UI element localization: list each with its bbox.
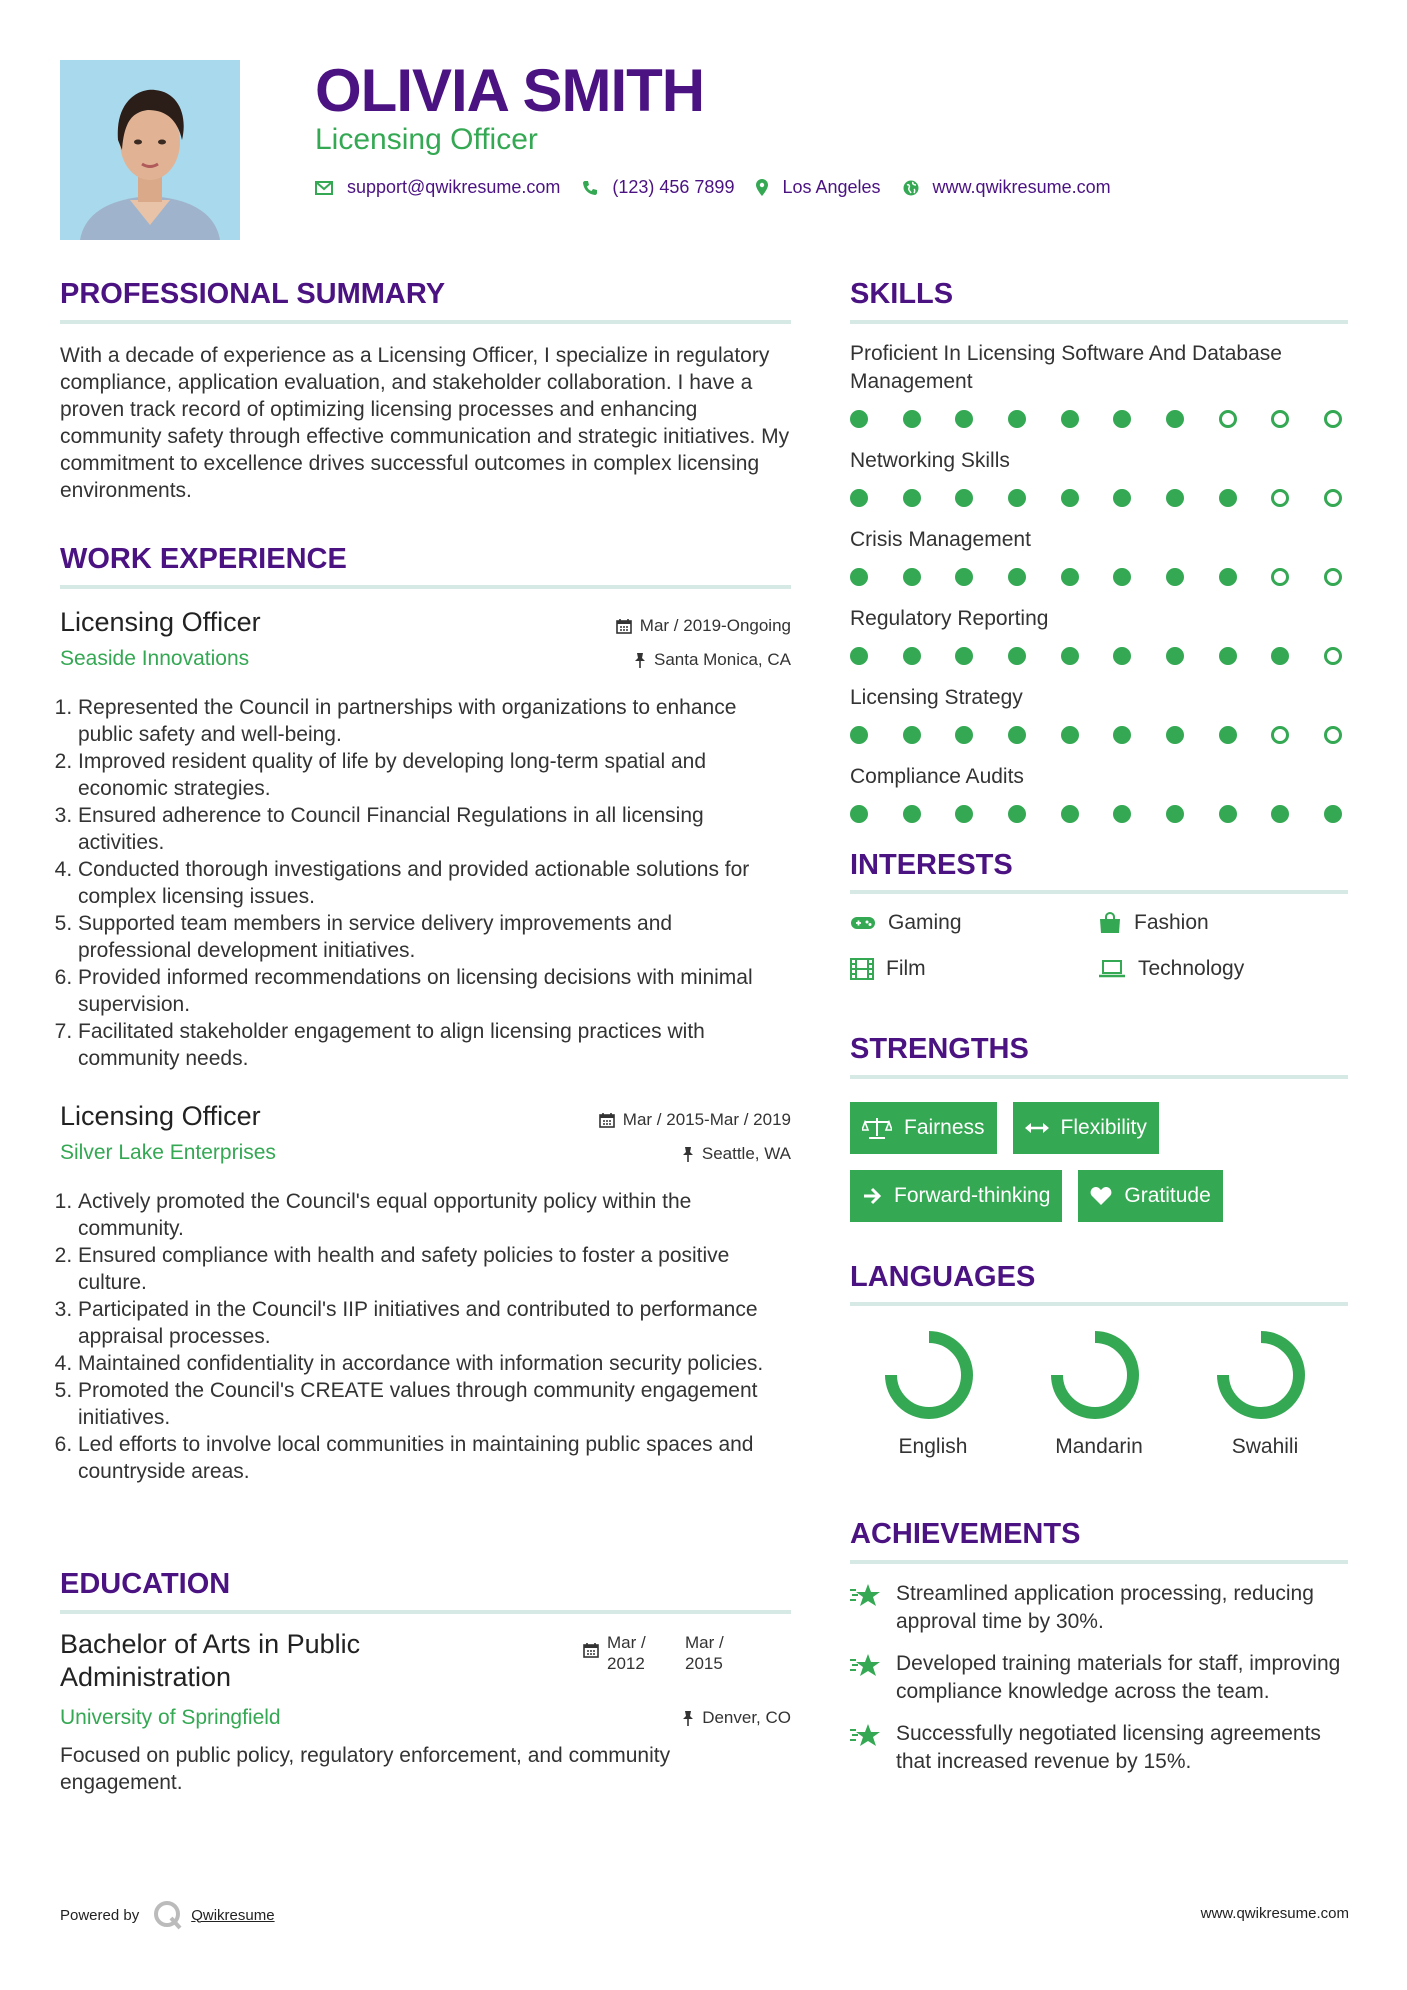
interests-divider bbox=[850, 890, 1348, 894]
skill-item bbox=[850, 684, 1350, 744]
skill-dot-filled bbox=[1113, 489, 1131, 507]
skill-dot-filled bbox=[1219, 805, 1237, 823]
star-award-icon bbox=[850, 1582, 882, 1610]
skill-dot-empty bbox=[1219, 410, 1237, 428]
education-location bbox=[682, 1708, 791, 1728]
pushpin-icon bbox=[682, 1710, 694, 1726]
strengths-heading: STRENGTHS bbox=[850, 1033, 1029, 1065]
contact-website[interactable] bbox=[903, 177, 1111, 198]
skill-rating bbox=[850, 568, 1342, 586]
skill-dot-filled bbox=[850, 410, 868, 428]
website-text: www.qwikresume.com bbox=[932, 177, 1111, 197]
arrows-horizontal-icon bbox=[1025, 1121, 1049, 1135]
qwikresume-logo-icon bbox=[153, 1900, 183, 1930]
job-bullet: 1. Represented the Council in partnerships with organizations to enhance public safety and well-being. bbox=[78, 694, 791, 748]
footer-website[interactable]: www.qwikresume.com bbox=[1200, 1905, 1349, 1922]
skill-dot-filled bbox=[850, 726, 868, 744]
skill-dot-filled bbox=[955, 568, 973, 586]
achievement-text: Developed training materials for staff, improving compliance knowledge across the team. bbox=[896, 1652, 1341, 1703]
interest-item bbox=[850, 956, 1098, 982]
skill-rating bbox=[850, 726, 1342, 744]
job-dates bbox=[599, 1110, 791, 1130]
skill-rating bbox=[850, 410, 1342, 428]
job-bullet: 2. Improved resident quality of life by developing long-term spatial and economic strategies. bbox=[78, 748, 791, 802]
skill-dot-filled bbox=[955, 726, 973, 744]
skill-dot-filled bbox=[903, 568, 921, 586]
skill-dot-filled bbox=[1008, 568, 1026, 586]
skill-dot-filled bbox=[903, 805, 921, 823]
skill-dot-filled bbox=[955, 489, 973, 507]
powered-by-text: Powered by bbox=[60, 1906, 140, 1924]
candidate-title: Licensing Officer bbox=[315, 123, 538, 156]
languages-list bbox=[850, 1327, 1348, 1459]
education-dates bbox=[583, 1632, 763, 1674]
interest-label: Fashion bbox=[1134, 911, 1209, 934]
skill-dot-filled bbox=[1166, 568, 1184, 586]
language-progress-ring bbox=[1047, 1327, 1143, 1423]
skill-item bbox=[850, 447, 1350, 507]
job-location-text: Seattle, WA bbox=[701, 1144, 791, 1163]
job-bullet: 3. Participated in the Council's IIP initiatives and contributed to performance appraisal processes. bbox=[78, 1296, 791, 1350]
interest-item bbox=[1098, 910, 1300, 936]
skill-name: Proficient In Licensing Software And Database Management bbox=[850, 342, 1282, 393]
envelope-icon bbox=[315, 181, 333, 195]
phone-icon bbox=[582, 180, 598, 196]
interest-item bbox=[850, 910, 1098, 936]
skill-dot-filled bbox=[1008, 489, 1026, 507]
job-bullets bbox=[60, 694, 791, 1072]
location-text: Los Angeles bbox=[782, 177, 881, 197]
skill-dot-filled bbox=[1061, 805, 1079, 823]
experience-divider bbox=[60, 585, 791, 589]
contact-phone[interactable] bbox=[582, 177, 734, 198]
film-icon bbox=[850, 958, 874, 980]
language-progress-arc bbox=[1223, 1337, 1299, 1413]
brand-link[interactable]: Qwikresume bbox=[191, 1906, 275, 1924]
education-divider bbox=[60, 1610, 791, 1614]
skill-name: Licensing Strategy bbox=[850, 686, 1023, 709]
skill-dot-filled bbox=[903, 410, 921, 428]
skill-rating bbox=[850, 805, 1342, 823]
skill-dot-filled bbox=[1113, 568, 1131, 586]
languages-heading: LANGUAGES bbox=[850, 1261, 1036, 1293]
achievements-list bbox=[850, 1580, 1360, 1790]
skill-dot-filled bbox=[1061, 489, 1079, 507]
skill-dot-filled bbox=[1061, 726, 1079, 744]
language-name: Mandarin bbox=[1055, 1435, 1143, 1458]
calendar-icon bbox=[599, 1112, 615, 1128]
language-progress-ring bbox=[881, 1327, 977, 1423]
skill-dot-filled bbox=[1219, 647, 1237, 665]
skill-dot-filled bbox=[850, 568, 868, 586]
education-start: Mar / 2012 bbox=[607, 1633, 646, 1673]
strength-label: Gratitude bbox=[1124, 1184, 1211, 1207]
languages-divider bbox=[850, 1302, 1348, 1306]
skill-item bbox=[850, 605, 1350, 665]
skills-divider bbox=[850, 320, 1348, 324]
globe-icon bbox=[903, 180, 919, 196]
skill-name: Networking Skills bbox=[850, 449, 1010, 472]
skill-dot-filled bbox=[1219, 568, 1237, 586]
skill-dot-filled bbox=[1166, 489, 1184, 507]
summary-divider bbox=[60, 320, 791, 324]
job-dates bbox=[616, 616, 791, 636]
skill-dot-filled bbox=[1008, 726, 1026, 744]
job-role: Licensing Officer bbox=[60, 1101, 261, 1131]
skill-dot-empty bbox=[1324, 726, 1342, 744]
contact-email[interactable] bbox=[315, 177, 560, 198]
job-bullet: 3. Ensured adherence to Council Financial Regulations in all licensing activities. bbox=[78, 802, 791, 856]
skill-dot-filled bbox=[1008, 805, 1026, 823]
skill-rating bbox=[850, 647, 1342, 665]
achievements-heading: ACHIEVEMENTS bbox=[850, 1518, 1081, 1550]
skill-dot-empty bbox=[1324, 489, 1342, 507]
skill-dot-filled bbox=[955, 805, 973, 823]
arrow-right-icon bbox=[862, 1187, 882, 1205]
language-name: Swahili bbox=[1231, 1435, 1299, 1458]
skill-dot-empty bbox=[1271, 489, 1289, 507]
language-item bbox=[1182, 1327, 1348, 1459]
job-entry-2 bbox=[60, 1100, 791, 1485]
strength-label: Flexibility bbox=[1060, 1116, 1147, 1139]
job-bullet: 6. Led efforts to involve local communities in maintaining public spaces and countryside areas. bbox=[78, 1431, 791, 1485]
strength-tag bbox=[1013, 1102, 1159, 1154]
skill-dot-filled bbox=[1061, 647, 1079, 665]
skill-dot-filled bbox=[1219, 726, 1237, 744]
experience-heading: WORK EXPERIENCE bbox=[60, 543, 347, 575]
skill-dot-filled bbox=[903, 647, 921, 665]
job-entry-1 bbox=[60, 606, 791, 1072]
skill-dot-filled bbox=[1166, 647, 1184, 665]
interest-label: Film bbox=[886, 957, 926, 980]
skills-list bbox=[850, 340, 1350, 842]
job-company: Silver Lake Enterprises bbox=[60, 1141, 276, 1164]
calendar-icon bbox=[616, 618, 632, 634]
email-text: support@qwikresume.com bbox=[347, 177, 561, 197]
skill-dot-filled bbox=[1113, 726, 1131, 744]
skill-dot-filled bbox=[1061, 410, 1079, 428]
language-progress-arc bbox=[891, 1337, 967, 1413]
interest-label: Technology bbox=[1138, 957, 1245, 980]
pushpin-icon bbox=[682, 1146, 694, 1162]
skill-dot-filled bbox=[1166, 410, 1184, 428]
job-bullet: 6. Provided informed recommendations on licensing decisions with minimal supervision. bbox=[78, 964, 791, 1018]
education-description: Focused on public policy, regulatory enforcement, and community engagement. bbox=[60, 1744, 671, 1794]
summary-text: With a decade of experience as a Licensing Officer, I specialize in regulatory compliance, application evaluation, and stakeholder collaboration. I have a proven track record of optimizing licensing processes and enhancing community safety through effective communication and strategic initiatives. My commitment to excellence drives successful outcomes in complex licensing environments. bbox=[60, 344, 790, 502]
job-dates-text: Mar / 2019-Ongoing bbox=[639, 616, 791, 635]
skill-rating bbox=[850, 489, 1342, 507]
skill-item bbox=[850, 526, 1350, 586]
profile-photo bbox=[60, 60, 240, 240]
job-dates-text: Mar / 2015-Mar / 2019 bbox=[622, 1110, 791, 1129]
summary-heading: PROFESSIONAL SUMMARY bbox=[60, 278, 446, 310]
job-bullet: 2. Ensured compliance with health and safety policies to foster a positive culture. bbox=[78, 1242, 791, 1296]
skill-item bbox=[850, 763, 1350, 823]
skills-heading: SKILLS bbox=[850, 278, 954, 310]
heart-icon bbox=[1090, 1186, 1112, 1206]
star-award-icon bbox=[850, 1722, 882, 1750]
language-item bbox=[1016, 1327, 1182, 1459]
skill-dot-filled bbox=[1166, 805, 1184, 823]
interests-heading: INTERESTS bbox=[850, 849, 1013, 881]
job-location bbox=[682, 1144, 791, 1164]
contact-location bbox=[756, 177, 880, 198]
achievement-item bbox=[850, 1580, 1360, 1636]
job-role: Licensing Officer bbox=[60, 607, 261, 637]
laptop-icon bbox=[1098, 959, 1126, 979]
language-name: English bbox=[898, 1435, 968, 1458]
interests-list bbox=[850, 910, 1300, 982]
job-bullet: 4. Maintained confidentiality in accordance with information security policies. bbox=[78, 1350, 791, 1377]
education-heading: EDUCATION bbox=[60, 1568, 231, 1600]
skill-dot-filled bbox=[1271, 647, 1289, 665]
skill-dot-filled bbox=[903, 489, 921, 507]
skill-dot-filled bbox=[955, 410, 973, 428]
achievement-text: Streamlined application processing, reducing approval time by 30%. bbox=[896, 1582, 1314, 1633]
job-location bbox=[634, 650, 791, 670]
strengths-list bbox=[850, 1102, 1350, 1222]
skill-dot-filled bbox=[1166, 726, 1184, 744]
skill-dot-filled bbox=[1113, 805, 1131, 823]
achievement-text: Successfully negotiated licensing agreements that increased revenue by 15%. bbox=[896, 1722, 1321, 1773]
skill-dot-filled bbox=[1271, 805, 1289, 823]
map-marker-icon bbox=[756, 179, 768, 196]
skill-dot-filled bbox=[1008, 647, 1026, 665]
pushpin-icon bbox=[634, 652, 646, 668]
skill-dot-filled bbox=[1113, 647, 1131, 665]
skill-dot-empty bbox=[1324, 647, 1342, 665]
job-bullet: 1. Actively promoted the Council's equal opportunity policy within the community. bbox=[78, 1188, 791, 1242]
strength-label: Fairness bbox=[904, 1116, 985, 1139]
job-bullet: 7. Facilitated stakeholder engagement to align licensing practices with community needs. bbox=[78, 1018, 791, 1072]
skill-dot-filled bbox=[903, 726, 921, 744]
achievements-divider bbox=[850, 1560, 1348, 1564]
balance-scale-icon bbox=[862, 1117, 892, 1139]
skill-dot-filled bbox=[1061, 568, 1079, 586]
skill-dot-filled bbox=[850, 489, 868, 507]
skill-name: Regulatory Reporting bbox=[850, 607, 1049, 630]
skill-dot-empty bbox=[1324, 568, 1342, 586]
job-company: Seaside Innovations bbox=[60, 647, 250, 670]
skill-dot-filled bbox=[1008, 410, 1026, 428]
language-progress-ring bbox=[1213, 1327, 1309, 1423]
job-bullet: 5. Promoted the Council's CREATE values through community engagement initiatives. bbox=[78, 1377, 791, 1431]
interest-label: Gaming bbox=[888, 911, 962, 934]
strength-tag bbox=[850, 1170, 1062, 1222]
skill-dot-filled bbox=[1113, 410, 1131, 428]
skill-dot-empty bbox=[1271, 410, 1289, 428]
education-location-text: Denver, CO bbox=[702, 1708, 791, 1727]
strengths-divider bbox=[850, 1075, 1348, 1079]
strength-tag bbox=[850, 1102, 997, 1154]
skill-dot-filled bbox=[955, 647, 973, 665]
candidate-name: OLIVIA SMITH bbox=[315, 57, 705, 124]
skill-dot-filled bbox=[850, 805, 868, 823]
contact-bar bbox=[315, 177, 1133, 198]
skill-dot-empty bbox=[1271, 726, 1289, 744]
job-location-text: Santa Monica, CA bbox=[653, 650, 791, 669]
language-item bbox=[850, 1327, 1016, 1459]
job-bullet: 4. Conducted thorough investigations and provided actionable solutions for complex licensing issues. bbox=[78, 856, 791, 910]
strength-tag bbox=[1078, 1170, 1222, 1222]
university-name: University of Springfield bbox=[60, 1706, 281, 1729]
skill-item bbox=[850, 340, 1350, 428]
skill-name: Crisis Management bbox=[850, 528, 1031, 551]
degree-name: Bachelor of Arts in Public Administration bbox=[60, 1629, 361, 1692]
gamepad-icon bbox=[850, 915, 876, 931]
job-bullet: 5. Supported team members in service delivery improvements and professional development initiatives. bbox=[78, 910, 791, 964]
phone-text: (123) 456 7899 bbox=[612, 177, 735, 197]
skill-dot-empty bbox=[1324, 410, 1342, 428]
interest-item bbox=[1098, 956, 1300, 982]
education-end: Mar / 2015 bbox=[685, 1633, 724, 1673]
skill-dot-filled bbox=[1324, 805, 1342, 823]
strength-label: Forward-thinking bbox=[894, 1184, 1051, 1207]
skill-dot-filled bbox=[1219, 489, 1237, 507]
achievement-item bbox=[850, 1650, 1360, 1706]
job-bullets bbox=[60, 1188, 791, 1485]
skill-dot-filled bbox=[850, 647, 868, 665]
footer-powered-by bbox=[60, 1900, 275, 1930]
calendar-icon bbox=[583, 1642, 599, 1658]
shopping-bag-icon bbox=[1098, 912, 1122, 934]
skill-dot-empty bbox=[1271, 568, 1289, 586]
language-progress-arc bbox=[1057, 1337, 1133, 1413]
star-award-icon bbox=[850, 1652, 882, 1680]
education-entry bbox=[60, 1628, 791, 1808]
achievement-item bbox=[850, 1720, 1360, 1776]
skill-name: Compliance Audits bbox=[850, 765, 1024, 788]
